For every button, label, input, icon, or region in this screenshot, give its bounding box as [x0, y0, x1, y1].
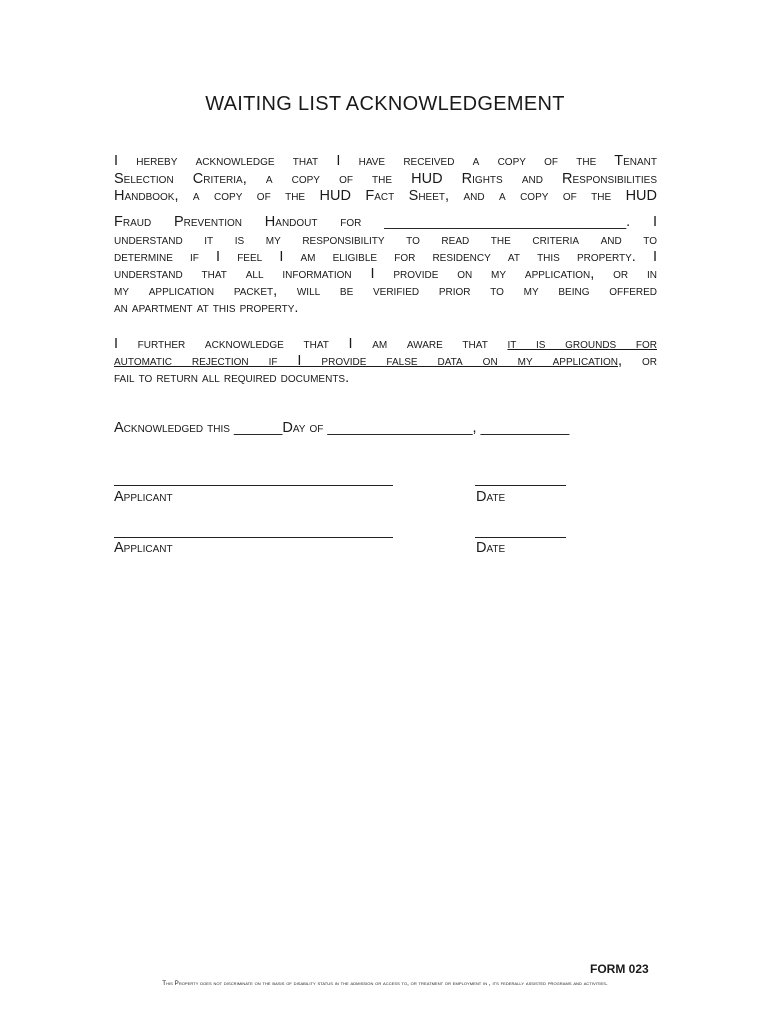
paragraph-fraud-handout	[114, 214, 657, 231]
applicant-label: Applicant	[114, 540, 173, 556]
paragraph-line	[114, 353, 657, 370]
paragraph-receipt	[114, 153, 657, 206]
date-signature-line[interactable]	[475, 485, 566, 486]
paragraph-line: determine if I feel I am eligible for residency at this property. I	[114, 249, 657, 265]
paragraph-line: understand it is my responsibility to read the criteria and to	[114, 232, 657, 248]
form-number: FORM 023	[590, 962, 649, 976]
warning-suffix: , or	[618, 353, 657, 369]
date-signature-line[interactable]	[475, 537, 566, 538]
paragraph-line: an apartment at this property.	[114, 300, 299, 316]
paragraph-responsibility	[114, 232, 657, 317]
paragraph-rejection-warning	[114, 336, 657, 387]
acknowledged-date-line[interactable]: Acknowledged this ______Day of __________________, ___________	[114, 420, 570, 436]
paragraph-line	[114, 336, 657, 353]
paragraph-line: Fraud Prevention Handout for ______________________________. I	[114, 214, 657, 230]
paragraph-line: Selection Criteria, a copy of the HUD Rights and Responsibilities	[114, 170, 657, 187]
warning-underlined-text: automatic rejection if I provide false data on my application	[114, 353, 618, 369]
paragraph-line: Handbook, a copy of the HUD Fact Sheet, and a copy of the HUD	[114, 188, 657, 204]
date-label: Date	[476, 489, 506, 505]
applicant-label: Applicant	[114, 489, 173, 505]
applicant-signature-line[interactable]	[114, 485, 393, 486]
nondiscrimination-footer: This Property does not discriminate on the basis of disability status in the admission or access to, or treatment or employment in , its federally assisted programs and activities.	[162, 980, 608, 987]
paragraph-line: I hereby acknowledge that I have received a copy of the Tenant	[114, 153, 657, 169]
warning-underlined-text: it is grounds for	[507, 336, 657, 352]
date-label: Date	[476, 540, 506, 556]
paragraph-line: fail to return all required documents.	[114, 370, 350, 386]
warning-prefix: I further acknowledge that I am aware that	[114, 336, 508, 352]
paragraph-line: understand that all information I provide on my application, or in	[114, 266, 657, 282]
paragraph-line: my application packet, will be verified prior to my being offered	[114, 283, 657, 299]
document-title: WAITING LIST ACKNOWLEDGEMENT	[205, 93, 565, 115]
applicant-signature-line[interactable]	[114, 537, 393, 538]
